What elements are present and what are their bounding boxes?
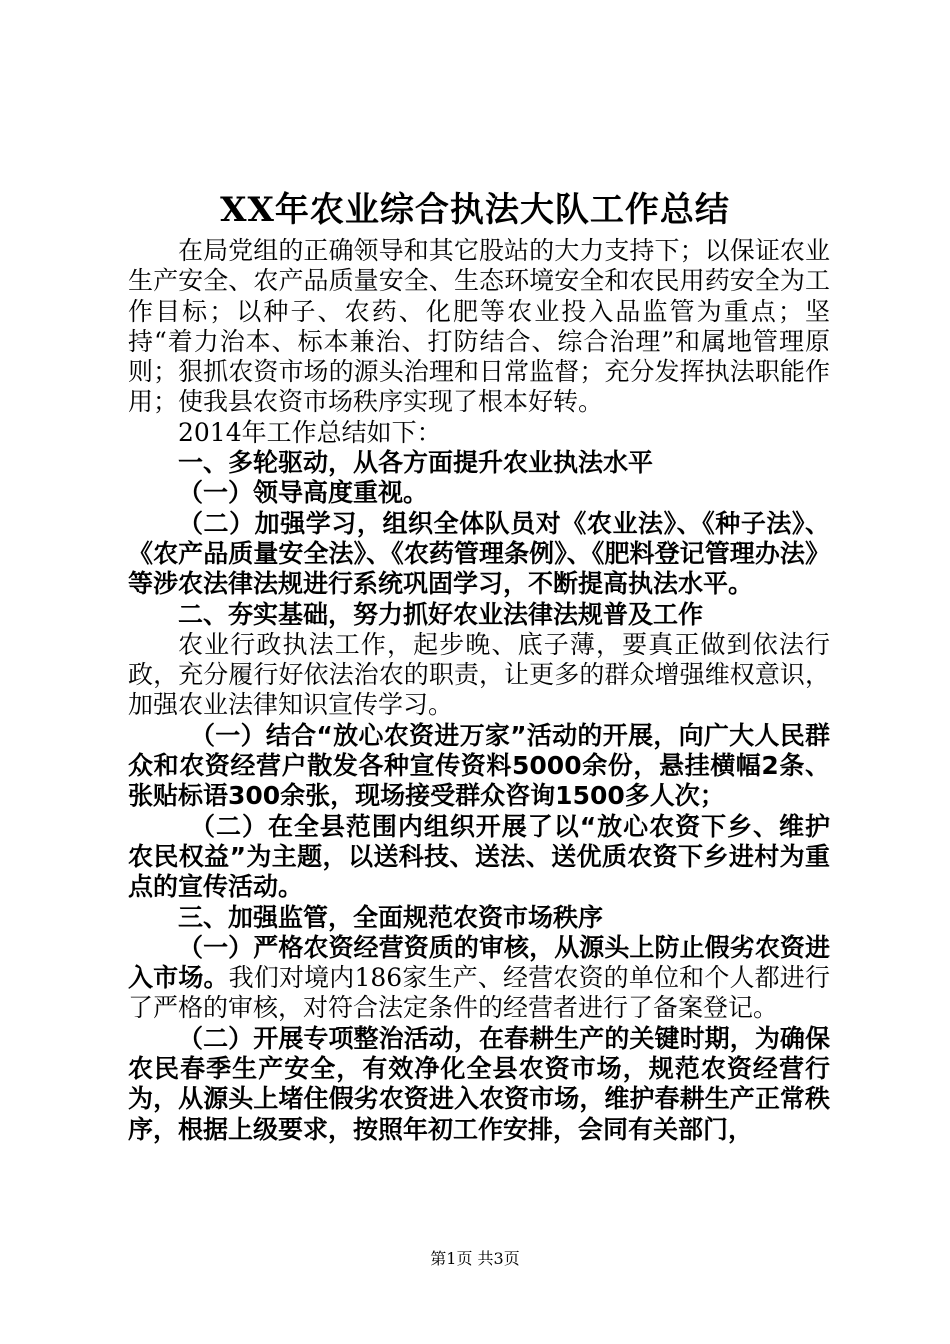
- subsection-3-1-lead: （一）严格农资经营资质的审核，从源头上防止假劣农资进入市场。: [128, 932, 830, 993]
- section-heading-3: 三、加强监管，全面规范农资市场秩序: [178, 902, 604, 932]
- page-footer: 第1页 共3页: [430, 1249, 520, 1268]
- subsection-3-1-body: 我们对境内186家生产、经营农资的单位和个人都进行了严格的审核，对符合法定条件的经营者进行了备案登记。: [128, 963, 830, 1023]
- section-heading-1: 一、多轮驱动，从各方面提升农业执法水平: [178, 448, 654, 478]
- subsection-3-2: （二）开展专项整治活动，在春耕生产的关键时期，为确保农民春季生产安全，有效净化全县农资市场，规范农资经营行为，从源头上堵住假劣农资进入农资市场，维护春耕生产正常秩序，根据上级要求，按照年初工作安排，会同有关部门，: [128, 1023, 830, 1144]
- subsection-2-2: （二）在全县范围内组织开展了以“放心农资下乡、维护农民权益”为主题，以送科技、送法、送优质农资下乡进村为重点的宣传活动。: [128, 811, 830, 902]
- document-title: XX年农业综合执法大队工作总结: [220, 190, 730, 230]
- subsection-1-1: （一）领导高度重视。: [178, 478, 429, 508]
- section-2-paragraph: 农业行政执法工作，起步晚、底子薄，要真正做到依法行政，充分履行好依法治农的职责，让更多的群众增强维权意识，加强农业法律知识宣传学习。: [128, 629, 830, 720]
- intro-paragraph: 在局党组的正确领导和其它股站的大力支持下；以保证农业生产安全、农产品质量安全、生态环境安全和农民用药安全为工作目标；以种子、农药、化肥等农业投入品监管为重点；坚持“着力治本、标本兼治、打防结合、综合治理”和属地管理原则；狠抓农资市场的源头治理和日常监督；充分发挥执法职能作用；使我县农资市场秩序实现了根本好转。: [128, 236, 830, 417]
- subsection-2-1: （一）结合“放心农资进万家”活动的开展，向广大人民群众和农资经营户散发各种宣传资料5000余份，悬挂横幅2条、张贴标语300余张，现场接受群众咨询1500多人次；: [128, 720, 830, 811]
- section-heading-2: 二、夯实基础，努力抓好农业法律法规普及工作: [178, 599, 704, 629]
- subsection-1-2: （二）加强学习，组织全体队员对《农业法》、《种子法》、《农产品质量安全法》、《农药管理条例》、《肥料登记管理办法》等涉农法律法规进行系统巩固学习，不断提高执法水平。: [128, 508, 830, 599]
- subsection-3-1: [128, 933, 830, 1024]
- document-body: [128, 236, 830, 1145]
- summary-lead: 2014年工作总结如下：: [178, 417, 442, 447]
